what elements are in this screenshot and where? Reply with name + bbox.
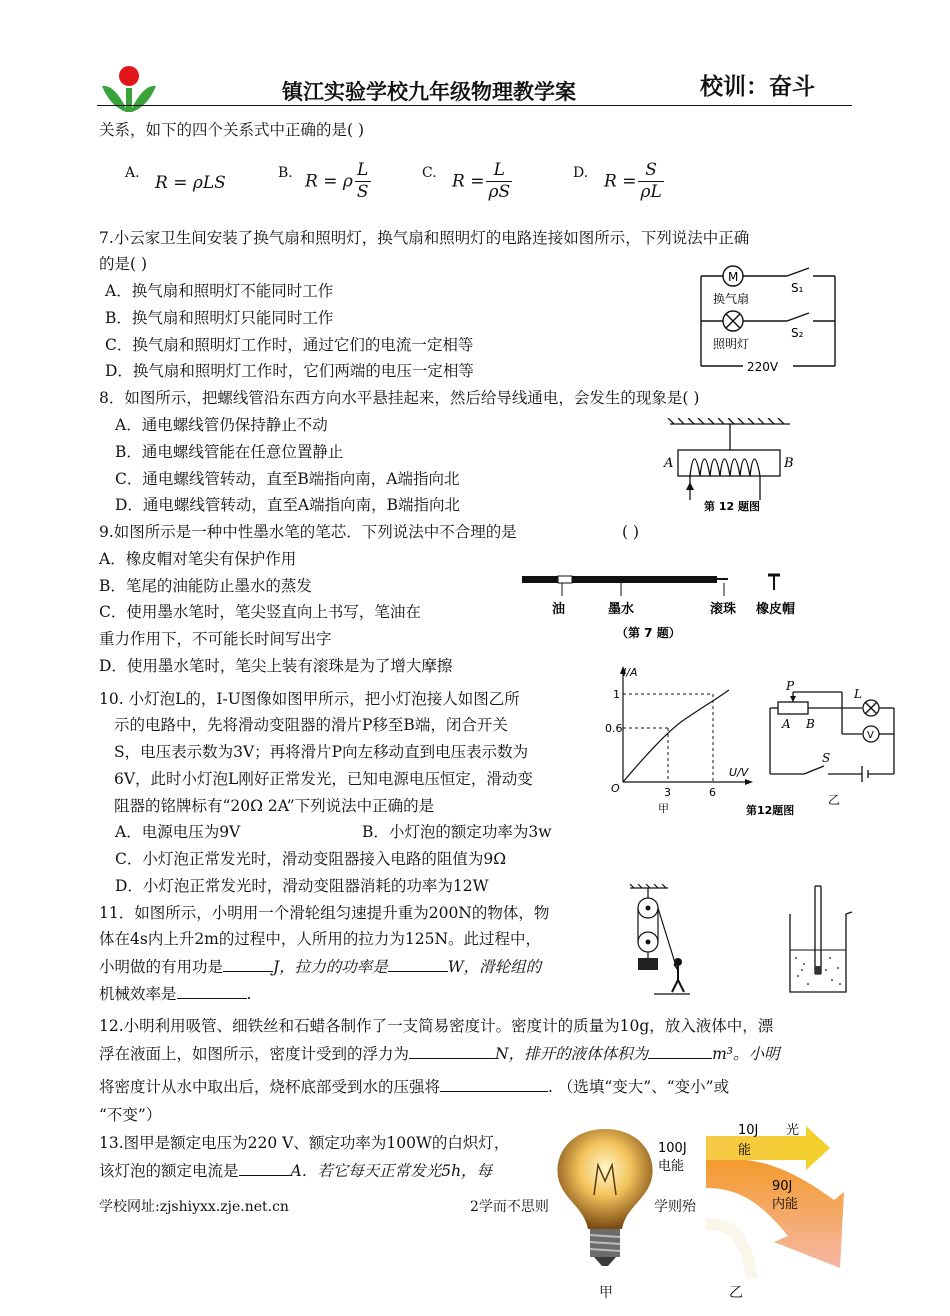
q7-stem-line2: 的是( ) (99, 255, 148, 273)
q10-stem-line4: 6V，此时小灯泡L刚好正常发光，已知电源电压恒定，滑动变 (114, 770, 533, 788)
q13-stem-line1: 13.图甲是额定电压为220 V、额定功率为100W的白炽灯， (99, 1134, 510, 1152)
q10-lamp-l-label: L (854, 687, 862, 701)
q6-option-c-formula: R = $\frac{L}{\rho S}$ (452, 160, 511, 203)
q10-figure-caption: 第12题图 (746, 804, 795, 817)
q13-stem-line2: 该灯泡的额定电流是 A．若它每天正常发光5h，每 (99, 1162, 493, 1180)
q12-pressure-blank[interactable] (440, 1077, 548, 1092)
q9-option-b: B．笔尾的油能防止墨水的蒸发 (99, 577, 312, 595)
q7-lamp-label: 照明灯 (713, 337, 750, 351)
q8-option-c: C．通电螺线管转动，直至B端指向南，A端指向北 (115, 470, 460, 488)
q8-end-a-label: A (664, 456, 674, 471)
q9-option-a: A．橡皮帽对笔尖有保护作用 (99, 550, 297, 568)
q11-stem-line4: 机械效率是 . (99, 985, 252, 1003)
q9-option-c-line2: 重力作用下，不可能长时间写出字 (99, 630, 332, 648)
q12-stem-line3: 将密度计从水中取出后，烧杯底部受到水的压强将 . （选填“变大”、“变小”或 (99, 1078, 730, 1096)
q6-option-c-label: C. (422, 165, 437, 181)
q11-pulley-diagram (628, 884, 692, 996)
q7-stem-line1: 7.小云家卫生间安装了换气扇和照明灯，换气扇和照明灯的电路连接如图所示，下列说法中正确 (99, 229, 750, 247)
page-header-title: 镇江实验学校九年级物理教学案 (282, 80, 576, 104)
q8-end-b-label: B (784, 456, 794, 471)
q10-stem-line1: 10. 小灯泡L的，I-U图像如图甲所示，把小灯泡接人如图乙所 (99, 690, 520, 708)
q10-option-d: D．小灯泡正常发光时，滑动变阻器消耗的功率为12W (115, 877, 489, 895)
q11-stem-line1: 11．如图所示，小明用一个滑轮组匀速提升重为200N的物体，物 (99, 904, 550, 922)
q9-ink-label: 墨水 (608, 602, 635, 617)
q13-light-energy-label: 光 (786, 1123, 800, 1138)
q10-graph-xlabel: U/V (729, 766, 749, 779)
q11-power-blank[interactable] (388, 957, 448, 972)
q12-beaker-diagram (786, 884, 856, 996)
q11-stem-line2: 体在4s内上升2m的过程中，人所用的拉力为125N。此过程中， (99, 930, 542, 948)
q8-figure-caption: 第 12 题图 (704, 500, 760, 513)
q10-graph-name: 甲 (658, 802, 669, 815)
q13-light-energy-label2: 能 (738, 1143, 752, 1158)
q12-stem-line2: 浮在液面上，如图所示，密度计受到的浮力为 N，排开的液体体积为 m³。小明 (99, 1045, 780, 1063)
q7-circuit-diagram (695, 262, 845, 378)
q7-motor-symbol: M (728, 270, 739, 284)
q11-stem-line3: 小明做的有用功是 J，拉力的功率是 W，滑轮组的 (99, 958, 542, 976)
q13-figure-b-label: 乙 (729, 1285, 743, 1301)
q10-graph-tick-x6: 6 (709, 786, 716, 799)
q6-option-b-formula: R = ρ $\frac{L}{S}$ (305, 160, 369, 203)
q13-heat-energy-label: 内能 (772, 1197, 799, 1212)
q10-graph-tick-y06: 0.6 (605, 722, 623, 735)
q8-option-b: B．通电螺线管能在任意位置静止 (115, 443, 344, 461)
q10-stem-line5: 阻器的铭牌标有“20Ω 2A”下列说法中正确的是 (114, 797, 435, 815)
q10-iu-graph (605, 662, 755, 820)
q10-voltmeter-symbol: V (867, 730, 874, 741)
q13-input-energy-value: 100J (658, 1141, 687, 1156)
q7-option-c: C．换气扇和照明灯工作时，通过它们的电流一定相等 (105, 336, 474, 354)
q9-oil-label: 油 (552, 602, 566, 617)
q12-buoyancy-blank[interactable] (409, 1044, 495, 1059)
q7-option-b: B．换气扇和照明灯只能同时工作 (105, 309, 334, 327)
q6-option-d-label: D. (573, 165, 589, 181)
q9-option-d: D．使用墨水笔时，笔尖上装有滚珠是为了增大摩擦 (99, 657, 453, 675)
q13-current-blank[interactable] (239, 1161, 291, 1176)
q10-option-c: C．小灯泡正常发光时，滑动变阻器接入电路的阻值为9Ω (115, 850, 507, 868)
q10-graph-tick-x3: 3 (664, 786, 671, 799)
q11-useful-work-blank[interactable] (223, 957, 273, 972)
q6-option-b-label: B. (278, 165, 293, 181)
q13-light-bulb-image (550, 1125, 660, 1270)
q10-circuit-diagram (744, 678, 900, 818)
q7-option-a: A．换气扇和照明灯不能同时工作 (105, 282, 334, 300)
school-motto: 校训：奋斗 (700, 74, 815, 100)
q10-option-b: B．小灯泡的额定功率为3w (362, 823, 552, 841)
q8-solenoid-diagram (660, 418, 800, 518)
q12-stem-line1: 12.小明利用吸管、细铁丝和石蜡各制作了一支简易密度计。密度计的质量为10g，放入液体中，漂 (99, 1017, 774, 1035)
school-logo (100, 64, 158, 114)
q13-input-energy-label: 电能 (658, 1159, 685, 1174)
q9-cap-label: 橡皮帽 (756, 602, 796, 617)
q8-option-a: A．通电螺线管仍保持静止不动 (115, 416, 328, 434)
header-rule (97, 105, 852, 106)
q9-figure-caption: （第 7 题） (616, 626, 681, 640)
footer-school-website: 学校网址:zjshiyxx.zje.net.cn (99, 1199, 289, 1215)
q6-option-d-formula: R = $\frac{S}{\rho L}$ (604, 160, 662, 203)
q6-stem: 关系，如下的四个关系式中正确的是( ) (99, 121, 365, 139)
q12-volume-blank[interactable] (648, 1044, 712, 1059)
q6-option-a-formula: R = ρLS (155, 173, 226, 193)
q9-stem: 9.如图所示是一种中性墨水笔的笔芯．下列说法中不合理的是 (99, 523, 517, 541)
q11-efficiency-blank[interactable] (177, 984, 247, 999)
footer-page-motto-end: 学则殆 (654, 1199, 696, 1215)
q10-stem-line3: S，电压表示数为3V；再将滑片P向左移动直到电压表示数为 (114, 743, 529, 761)
q7-switch2-label: S₂ (791, 326, 804, 340)
q13-energy-flow-diagram (654, 1118, 854, 1278)
q10-slider-p-label: P (786, 679, 795, 693)
q9-pen-refill-diagram (518, 570, 818, 645)
q9-paren: ( ) (622, 523, 640, 541)
q10-circuit-name: 乙 (828, 793, 841, 807)
q7-switch1-label: S₁ (791, 281, 804, 295)
q10-stem-line2: 示的电路中，先将滑动变阻器的滑片P移至B端，闭合开关 (114, 716, 508, 734)
q13-heat-energy-value: 90J (772, 1179, 793, 1194)
q7-fan-label: 换气扇 (713, 292, 750, 306)
q7-option-d: D．换气扇和照明灯工作时，它们两端的电压一定相等 (105, 362, 474, 380)
q8-option-d: D．通电螺线管转动，直至A端指向南，B端指向北 (115, 496, 461, 514)
q10-rheostat-b-label: B (806, 717, 815, 731)
q12-stem-line4: “不变”） (99, 1106, 162, 1124)
q10-option-a: A．电源电压为9V (115, 823, 241, 841)
q10-switch-s-label: S (822, 751, 831, 765)
q10-graph-origin: O (611, 782, 620, 795)
q10-graph-ylabel: I/A (623, 666, 638, 679)
q9-option-c-line1: C．使用墨水笔时，笔尖竖直向上书写，笔油在 (99, 603, 421, 621)
q8-stem: 8．如图所示，把螺线管沿东西方向水平悬挂起来，然后给导线通电，会发生的现象是( ) (99, 389, 700, 407)
footer-page-motto: 2学而不思则 (470, 1199, 549, 1215)
q10-graph-tick-y1: 1 (613, 688, 620, 701)
q9-ball-label: 滚珠 (710, 602, 737, 617)
q13-light-energy-value: 10J (738, 1123, 759, 1138)
q6-option-a-label: A. (125, 165, 140, 181)
q10-rheostat-a-label: A (782, 717, 791, 731)
q13-figure-a-label: 甲 (599, 1285, 613, 1301)
q7-voltage-label: 220V (747, 360, 779, 374)
